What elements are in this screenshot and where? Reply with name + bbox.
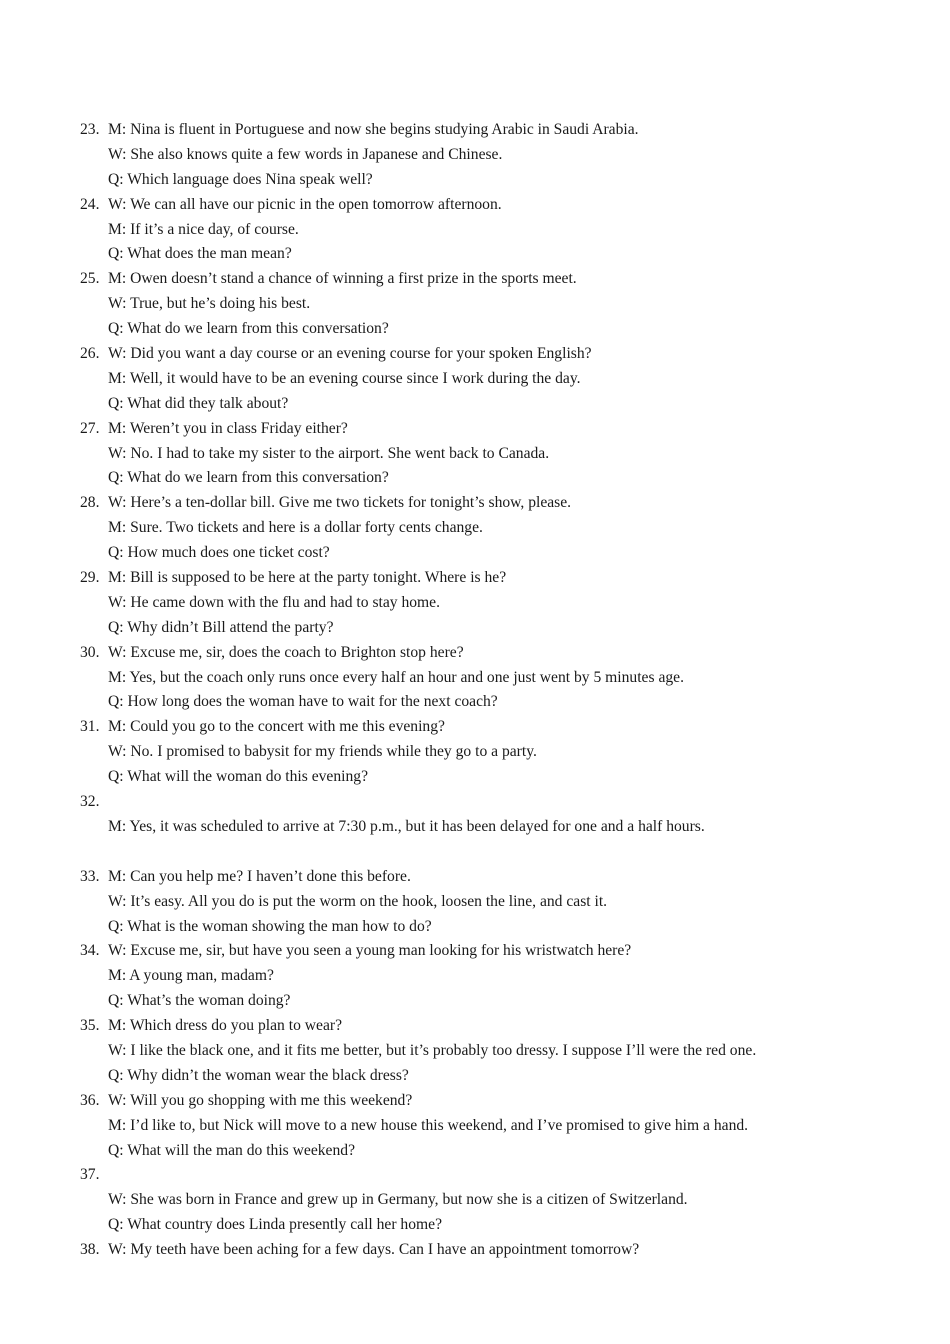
item-number: 33. xyxy=(80,867,100,885)
dialogue-text: M: Well, it would have to be an evening course since I work during the day. xyxy=(108,369,581,387)
dialogue-item xyxy=(0,491,950,566)
dialogue-text: W: Did you want a day course or an evening course for your spoken English? xyxy=(108,345,592,363)
dialogue-item xyxy=(0,939,950,1014)
dialogue-line xyxy=(0,317,950,342)
item-number: 36. xyxy=(80,1091,100,1109)
dialogue-text: W: Will you go shopping with me this weekend? xyxy=(108,1091,413,1109)
dialogue-line xyxy=(0,516,950,541)
dialogue-line xyxy=(0,367,950,392)
dialogue-text: Q: What will the man do this weekend? xyxy=(108,1141,355,1159)
dialogue-line xyxy=(0,1114,950,1139)
dialogue-text: W: No. I had to take my sister to the airport. She went back to Canada. xyxy=(108,444,550,462)
dialogue-line xyxy=(0,1238,950,1263)
dialogue-text: W: She also knows quite a few words in Japanese and Chinese. xyxy=(108,145,503,163)
dialogue-line xyxy=(0,915,950,940)
dialogue-line xyxy=(0,442,950,467)
dialogue-item xyxy=(0,342,950,417)
dialogue-text: M: Which dress do you plan to wear? xyxy=(108,1017,342,1035)
dialogue-line xyxy=(0,815,950,840)
dialogue-text: W: Here’s a ten-dollar bill. Give me two tickets for tonight’s show, please. xyxy=(108,494,572,512)
dialogue-item xyxy=(0,641,950,716)
dialogue-text: M: Nina is fluent in Portuguese and now she begins studying Arabic in Saudi Arabia. xyxy=(108,121,639,138)
dialogue-line xyxy=(0,740,950,765)
dialogue-text: Q: What’s the woman doing? xyxy=(108,992,291,1010)
dialogue-text: M: Owen doesn’t stand a chance of winning a first prize in the sports meet. xyxy=(108,270,577,288)
dialogue-line xyxy=(0,1014,950,1039)
item-number: 25. xyxy=(80,270,100,288)
dialogue-text: M: A young man, madam? xyxy=(108,967,274,985)
dialogue-line xyxy=(0,840,950,865)
dialogue-line xyxy=(0,964,950,989)
dialogue-line xyxy=(0,218,950,243)
dialogue-text: W: My teeth have been aching for a few days. Can I have an appointment tomorrow? xyxy=(108,1241,640,1259)
dialogue-line xyxy=(0,591,950,616)
dialogue-text: M: Weren’t you in class Friday either? xyxy=(108,419,348,437)
dialogue-text: Q: Why didn’t the woman wear the black dress? xyxy=(108,1066,409,1084)
dialogue-line xyxy=(0,267,950,292)
dialogue-line xyxy=(0,541,950,566)
dialogue-text: M: Sure. Two tickets and here is a dollar forty cents change. xyxy=(108,519,483,537)
dialogue-line xyxy=(0,666,950,691)
dialogue-text: W: Excuse me, sir, does the coach to Brighton stop here? xyxy=(108,643,464,661)
dialogue-text: M: Could you go to the concert with me this evening? xyxy=(108,718,445,736)
dialogue-text: Q: What country does Linda presently call her home? xyxy=(108,1216,443,1234)
item-number: 26. xyxy=(80,345,100,363)
item-number: 30. xyxy=(80,643,100,661)
dialogue-text: Q: What did they talk about? xyxy=(108,394,289,412)
dialogue-text: M: Yes, it was scheduled to arrive at 7:30 p.m., but it has been delayed for one and a half hours. xyxy=(108,817,705,835)
dialogue-line xyxy=(0,690,950,715)
dialogue-text: M: Yes, but the coach only runs once every half an hour and one just went by 5 minutes age. xyxy=(108,668,684,686)
dialogue-item xyxy=(0,1238,950,1263)
dialogue-line xyxy=(0,193,950,218)
dialogue-line xyxy=(0,989,950,1014)
dialogue-item xyxy=(0,566,950,641)
dialogue-item xyxy=(0,193,950,268)
dialogue-line xyxy=(0,790,950,815)
dialogue-text: M: Bill is supposed to be here at the party tonight. Where is he? xyxy=(108,569,507,587)
dialogue-line xyxy=(0,865,950,890)
dialogue-line xyxy=(0,168,950,193)
dialogue-line xyxy=(0,1064,950,1089)
item-number: 24. xyxy=(80,195,100,213)
dialogue-line xyxy=(0,765,950,790)
item-number: 29. xyxy=(80,569,100,587)
dialogue-line xyxy=(0,715,950,740)
dialogue-item xyxy=(0,790,950,865)
dialogue-line xyxy=(0,641,950,666)
dialogue-line xyxy=(0,566,950,591)
dialogue-line xyxy=(0,890,950,915)
dialogue-line xyxy=(0,1213,950,1238)
dialogue-text: W: He came down with the flu and had to stay home. xyxy=(108,593,440,611)
dialogue-text: W: I like the black one, and it fits me better, but it’s probably too dressy. I suppose I’ll were the red one. xyxy=(108,1041,757,1059)
dialogue-item xyxy=(0,1014,950,1089)
dialogue-line xyxy=(0,292,950,317)
dialogue-item xyxy=(0,865,950,940)
dialogue-line xyxy=(0,392,950,417)
item-number: 35. xyxy=(80,1017,100,1035)
dialogue-line xyxy=(0,1188,950,1213)
dialogue-item xyxy=(0,1089,950,1164)
dialogue-text: Q: Which language does Nina speak well? xyxy=(108,170,373,188)
dialogue-text: Q: Why didn’t Bill attend the party? xyxy=(108,618,334,636)
dialogue-text: W: Excuse me, sir, but have you seen a young man looking for his wristwatch here? xyxy=(108,942,632,960)
dialogue-text: W: She was born in France and grew up in Germany, but now she is a citizen of Switzerland. xyxy=(108,1191,688,1209)
dialogue-line xyxy=(0,143,950,168)
dialogue-text: Q: What is the woman showing the man how to do? xyxy=(108,917,432,935)
dialogue-line xyxy=(0,1089,950,1114)
dialogue-line xyxy=(0,342,950,367)
item-number: 31. xyxy=(80,718,100,736)
item-number: 38. xyxy=(80,1241,100,1259)
dialogue-text: Q: What do we learn from this conversation? xyxy=(108,320,389,338)
dialogue-text: M: I’d like to, but Nick will move to a new house this weekend, and I’ve promised to give him a hand. xyxy=(108,1116,749,1134)
dialogue-line xyxy=(0,491,950,516)
dialogue-text: M: If it’s a nice day, of course. xyxy=(108,220,299,238)
dialogue-text: M: Can you help me? I haven’t done this before. xyxy=(108,867,411,885)
dialogue-item xyxy=(0,118,950,193)
item-number: 32. xyxy=(80,793,100,811)
dialogue-line xyxy=(0,242,950,267)
dialogue-text: Q: What will the woman do this evening? xyxy=(108,768,368,786)
dialogue-line xyxy=(0,1163,950,1188)
dialogue-line xyxy=(0,616,950,641)
dialogue-item xyxy=(0,417,950,492)
item-number: 37. xyxy=(80,1166,100,1184)
dialogue-line xyxy=(0,466,950,491)
transcript-page xyxy=(0,118,950,1263)
dialogue-item xyxy=(0,1163,950,1238)
dialogue-line xyxy=(0,118,950,143)
dialogue-line xyxy=(0,939,950,964)
dialogue-text: W: We can all have our picnic in the open tomorrow afternoon. xyxy=(108,195,502,213)
dialogue-text: W: No. I promised to babysit for my friends while they go to a party. xyxy=(108,743,537,761)
dialogue-text: Q: How long does the woman have to wait for the next coach? xyxy=(108,693,498,711)
dialogue-text: W: It’s easy. All you do is put the worm on the hook, loosen the line, and cast it. xyxy=(108,892,608,910)
dialogue-text: Q: What does the man mean? xyxy=(108,245,292,263)
dialogue-text: W: True, but he’s doing his best. xyxy=(108,295,311,313)
item-number: 27. xyxy=(80,419,100,437)
dialogue-item xyxy=(0,715,950,790)
dialogue-line xyxy=(0,1039,950,1064)
dialogue-item xyxy=(0,267,950,342)
dialogue-text: Q: What do we learn from this conversation? xyxy=(108,469,389,487)
dialogue-line xyxy=(0,417,950,442)
item-number: 28. xyxy=(80,494,100,512)
dialogue-text: Q: How much does one ticket cost? xyxy=(108,544,330,562)
item-number: 34. xyxy=(80,942,100,960)
item-number: 23. xyxy=(80,121,100,138)
dialogue-line xyxy=(0,1139,950,1164)
